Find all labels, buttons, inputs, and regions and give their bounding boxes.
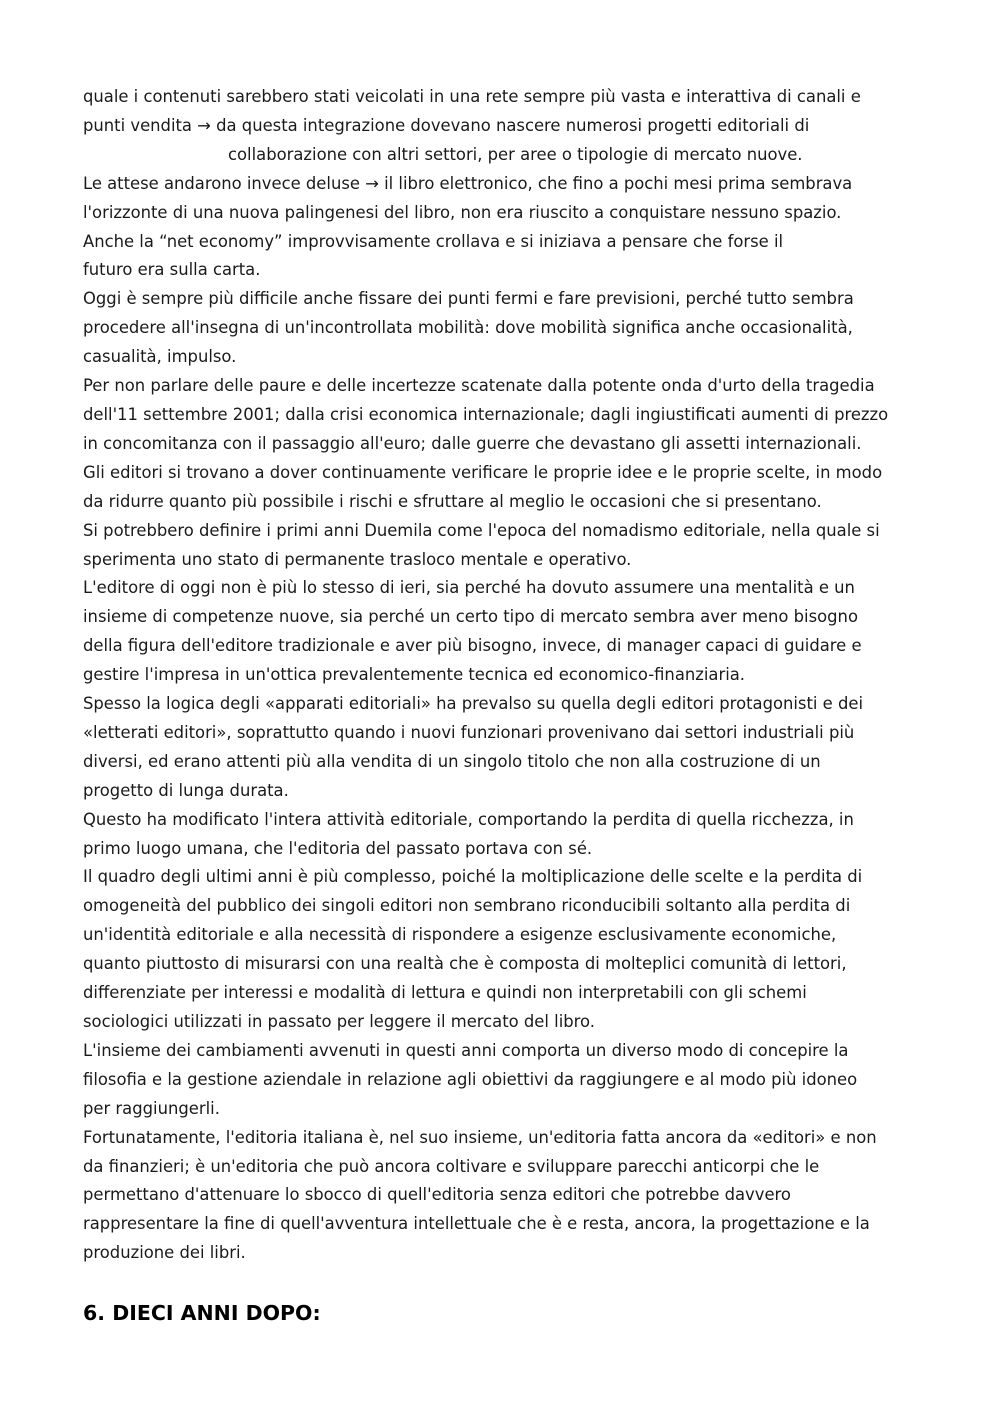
text-line: quale i contenuti sarebbero stati veicolati in una rete sempre più vasta e interattiva di canali e — [83, 87, 861, 106]
text-line: punti vendita → da questa integrazione dovevano nascere numerosi progetti editoriali di — [83, 115, 810, 135]
text-line: progetto di lunga durata. — [83, 780, 289, 800]
text-line: Spesso la logica degli «apparati editoriali» ha prevalso su quella degli editori protagonisti e dei — [83, 694, 864, 714]
text-line: della figura dell'editore tradizionale e aver più bisogno, invece, di manager capaci di guidare e — [83, 636, 862, 656]
text-line: produzione dei libri. — [83, 1243, 246, 1263]
text-line: l'orizzonte di una nuova palingenesi del libro, non era riuscito a conquistare nessuno spazio. — [83, 202, 842, 222]
text-line: futuro era sulla carta. — [83, 260, 261, 280]
text-line: omogeneità del pubblico dei singoli editori non sembrano riconducibili soltanto alla perdita di — [83, 896, 851, 916]
text-line: diversi, ed erano attenti più alla vendita di un singolo titolo che non alla costruzione di un — [83, 751, 821, 771]
text-line: permettano d'attenuare lo sbocco di quell'editoria senza editori che potrebbe davvero — [83, 1185, 791, 1205]
text-line: gestire l'impresa in un'ottica prevalentemente tecnica ed economico-finanziaria. — [83, 665, 746, 685]
text-line: sperimenta uno stato di permanente trasloco mentale e operativo. — [83, 549, 632, 569]
text-line: Per non parlare delle paure e delle incertezze scatenate dalla potente onda d'urto della tragedia — [83, 376, 875, 396]
text-line: Il quadro degli ultimi anni è più complesso, poiché la moltiplicazione delle scelte e la perdita di — [83, 867, 863, 887]
section-heading: 6. DIECI ANNI DOPO: — [83, 1301, 321, 1325]
text-line: da ridurre quanto più possibile i rischi e sfruttare al meglio le occasioni che si presentano. — [83, 491, 822, 511]
text-line: differenziate per interessi e modalità di lettura e quindi non interpretabili con gli schemi — [83, 983, 807, 1003]
text-line: Le attese andarono invece deluse → il libro elettronico, che fino a pochi mesi prima sembrava — [83, 173, 853, 193]
text-line: per raggiungerli. — [83, 1098, 220, 1118]
text-line: procedere all'insegna di un'incontrollata mobilità: dove mobilità significa anche occasionalità, — [83, 318, 853, 338]
text-line: quanto piuttosto di misurarsi con una realtà che è composta di molteplici comunità di lettori, — [83, 954, 847, 974]
text-line: rappresentare la fine di quell'avventura intellettuale che è e resta, ancora, la progettazione e la — [83, 1214, 870, 1234]
text-line: L'insieme dei cambiamenti avvenuti in questi anni comporta un diverso modo di concepire la — [83, 1040, 849, 1060]
text-line: collaborazione con altri settori, per aree o tipologie di mercato nuove. — [228, 144, 803, 164]
text-line: sociologici utilizzati in passato per leggere il mercato del libro. — [83, 1012, 595, 1031]
text-line: Gli editori si trovano a dover continuamente verificare le proprie idee e le proprie scelte, in modo — [83, 462, 883, 482]
text-line: dell'11 settembre 2001; dalla crisi economica internazionale; dagli ingiustificati aumenti di prezzo — [83, 404, 889, 424]
text-line: Anche la “net economy” improvvisamente crollava e si iniziava a pensare che forse il — [83, 231, 784, 251]
text-line: Fortunatamente, l'editoria italiana è, nel suo insieme, un'editoria fatta ancora da «editori» e non — [83, 1127, 877, 1147]
text-line: «letterati editori», soprattutto quando i nuovi funzionari provenivano dai settori industriali più — [83, 722, 855, 742]
text-line: insieme di competenze nuove, sia perché un certo tipo di mercato sembra aver meno bisogno — [83, 607, 858, 627]
body-text — [83, 83, 943, 1268]
text-line: Questo ha modificato l'intera attività editoriale, comportando la perdita di quella ricchezza, in — [83, 809, 854, 829]
text-line: primo luogo umana, che l'editoria del passato portava con sé. — [83, 838, 593, 858]
text-line: Oggi è sempre più difficile anche fissare dei punti fermi e fare previsioni, perché tutto sembra — [83, 289, 854, 309]
text-line: casualità, impulso. — [83, 347, 237, 367]
text-line: filosofia e la gestione aziendale in relazione agli obiettivi da raggiungere e al modo più idoneo — [83, 1069, 858, 1089]
text-line: Si potrebbero definire i primi anni Duemila come l'epoca del nomadismo editoriale, nella quale si — [83, 520, 880, 540]
text-line: un'identità editoriale e alla necessità di rispondere a esigenze esclusivamente economiche, — [83, 925, 837, 945]
text-line: in concomitanza con il passaggio all'euro; dalle guerre che devastano gli assetti internazionali. — [83, 433, 862, 453]
text-line: da finanzieri; è un'editoria che può ancora coltivare e sviluppare parecchi anticorpi che le — [83, 1156, 820, 1176]
text-line: L'editore di oggi non è più lo stesso di ieri, sia perché ha dovuto assumere una mentalità e un — [83, 578, 855, 598]
